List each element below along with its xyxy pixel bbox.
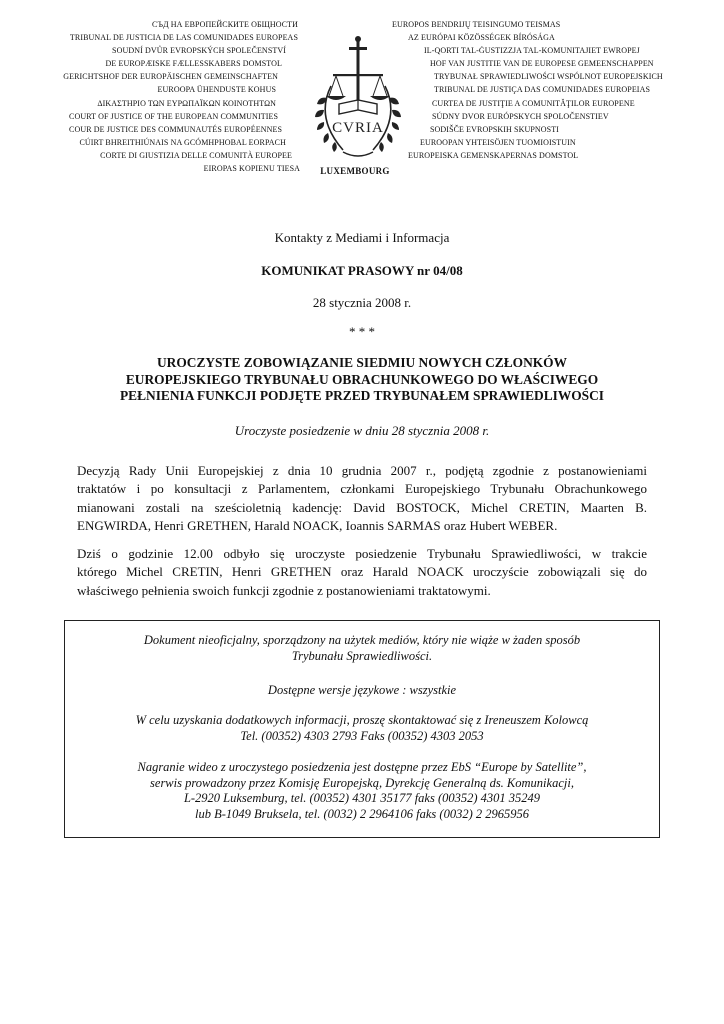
contact-info-line: W celu uzyskania dodatkowych informacji, proszę skontaktować się z Ireneuszem Kolowcą [135,713,589,727]
contact-line: Kontakty z Mediami i Informacja [274,230,450,245]
court-name: CORTE DI GIUSTIZIA DELLE COMUNITÀ EUROPEE [100,150,292,160]
video-info [65,760,659,822]
court-name: EUROPEISKA GEMENSKAPERNAS DOMSTOL [408,150,579,160]
session-subtitle: Uroczyste posiedzenie w dniu 28 stycznia 2008 r. [234,423,490,438]
court-name: SOUDNÍ DVŮR EVROPSKÝCH SPOLEČENSTVÍ [112,46,286,56]
headline-line: PEŁNIENIA FUNKCJI PODJĘTE PRZED TRYBUNAŁEM SPRAWIEDLIWOŚCI [119,388,605,403]
video-info-line: L-2920 Luksemburg, tel. (00352) 4301 35177 faks (00352) 4301 35249 [183,791,541,806]
court-name: HOF VAN JUSTITIE VAN DE EUROPESE GEMEENSCHAPPEN [430,59,654,69]
city-label: LUXEMBOURG [320,166,390,176]
separator: * * * [349,324,375,339]
paragraph-line: Decyzją Rady Unii Europejskiej z dnia 10 grudnia 2007 r., podjętą zgodnie z postanowieniami [77,463,647,478]
release-number: KOMUNIKAT PRASOWY nr 04/08 [261,263,463,278]
court-name: EIROPAS KOPIENU TIESA [203,164,300,174]
court-name: EUROPOS BENDRIJŲ TEISINGUMO TEISMAS [392,20,561,29]
court-name: COURT OF JUSTICE OF THE EUROPEAN COMMUNITIES [69,111,278,121]
paragraph-line: właściwego pełnienia swoich funkcji zgodnie z postanowieniami traktatowymi. [77,582,491,598]
court-name: TRYBUNAŁ SPRAWIEDLIWOŚCI WSPÓLNOT EUROPEJSKICH [434,72,663,82]
video-info-line: serwis prowadzony przez Komisję Europejską, Dyrekcję Generalną ds. Komunikacji, [150,775,574,790]
court-name: AZ EURÓPAI KÖZÖSSÉGEK BÍRÓSÁGA [408,33,555,43]
court-name: EUROOPAN YHTEISÖJEN TUOMIOISTUIN [420,137,576,147]
court-name: EUROOPA ÜHENDUSTE KOHUS [157,85,276,95]
court-name: TRIBUNAL DE JUSTICIA DE LAS COMUNIDADES EUROPEAS [69,33,298,43]
contact-info [65,713,659,744]
court-name: DE EUROPÆISKE FÆLLESSKABERS DOMSTOL [105,59,282,69]
video-info-line: Nagranie wideo z uroczystego posiedzenia jest dostępne przez EbS “Europe by Satellite”, [137,760,587,774]
paragraph-appointment [77,462,647,535]
paragraph-line: ENGWIRDA, Henri GRETHEN, Harald NOACK, Ioannis SARMAS oraz Hubert WEBER. [77,517,558,533]
emblem-text: CVRIA [332,120,384,136]
court-name: GERICHTSHOF DER EUROPÄISCHEN GEMEINSCHAFTEN [63,72,278,82]
court-name: SODIŠČE EVROPSKIH SKUPNOSTI [430,124,559,134]
release-date: 28 stycznia 2008 r. [312,295,412,310]
court-names-left [0,18,300,175]
court-name: ΔΙΚΑΣΤΗΡΙΟ ΤΩΝ ΕΥΡΩΠΑΪΚΩΝ ΚΟΙΝΟΤΗΤΩΝ [97,98,276,108]
paragraph-line: mianowani zostali na sześcioletnią kadencję: David BOSTOCK, Michel CRETIN, Maarten B. [77,499,647,515]
paragraph-session [77,545,647,600]
court-name: СЪД НА ЕВРОПЕЙСКИТЕ ОБЩНОСТИ [152,20,298,29]
contact-info-line: Tel. (00352) 4303 2793 Faks (00352) 4303 2053 [240,728,484,743]
court-names-right [390,18,720,162]
disclaimer-line: Dokument nieoficjalny, sporządzony na użytek mediów, który nie wiąże w żaden sposób [143,633,581,647]
notice-box [64,620,660,838]
headline-line: EUROPEJSKIEGO TRYBUNAŁU OBRACHUNKOWEGO DO WŁAŚCIWEGO [125,371,599,387]
paragraph-line: którego Michel CRETIN, Henri GRETHEN oraz Harald NOACK uroczyście zobowiązali się do [77,564,647,580]
headline-line: UROCZYSTE ZOBOWIĄZANIE SIEDMIU NOWYCH CZŁONKÓW [157,355,567,370]
disclaimer-line: Trybunału Sprawiedliwości. [291,648,433,663]
court-name: SÚDNY DVOR EURÓPSKYCH SPOLOČENSTIEV [432,111,609,121]
paragraph-line: traktatów i po konsultacji z Parlamentem, członkami Europejskiego Trybunału Obrachunkowego [77,481,647,497]
paragraph-line: Dziś o godzinie 12.00 odbyło się uroczyste posiedzenie Trybunału Sprawiedliwości, w trakcie [77,546,647,561]
court-name: COUR DE JUSTICE DES COMMUNAUTÉS EUROPÉENNES [69,124,282,134]
languages-line: Dostępne wersje językowe : wszystkie [267,683,457,697]
disclaimer [65,633,659,664]
court-name: IL-QORTI TAL-ĠUSTIZZJA TAL-KOMUNITAJIET EWROPEJ [424,46,640,56]
court-name: CÚIRT BHREITHIÚNAIS NA GCÓMHPHOBAL EORPACH [79,137,286,147]
court-name: TRIBUNAL DE JUSTIÇA DAS COMUNIDADES EUROPEIAS [434,85,650,95]
court-header [0,0,724,200]
headline [60,355,664,405]
court-name: CURTEA DE JUSTIŢIE A COMUNITĂŢILOR EUROPENE [432,98,635,108]
video-info-line: lub B-1049 Bruksela, tel. (0032) 2 2964106 faks (0032) 2 2965956 [195,806,529,821]
